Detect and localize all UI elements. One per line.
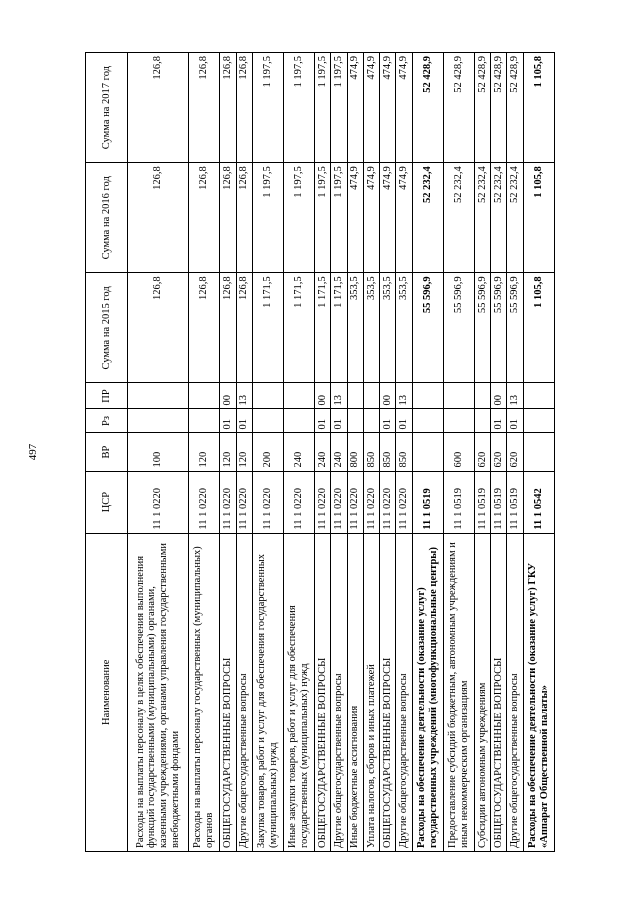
cell-vr: 850 — [363, 433, 379, 471]
cell-sum-2016: 126,8 — [220, 163, 236, 273]
cell-csr: 11 1 0220 — [236, 471, 252, 533]
cell-csr: 11 1 0220 — [331, 471, 347, 533]
cell-rz — [475, 409, 491, 433]
cell-sum-2016: 126,8 — [236, 163, 252, 273]
budget-table — [85, 52, 555, 852]
cell-name: Субсидии автономным учреждениям — [475, 533, 491, 851]
cell-csr: 11 1 0220 — [315, 471, 331, 533]
header-name: Наименование — [86, 533, 128, 851]
cell-csr: 11 1 0220 — [252, 471, 283, 533]
cell-name: ОБЩЕГОСУДАРСТВЕННЫЕ ВОПРОСЫ — [491, 533, 507, 851]
cell-sum-2015: 55 596,9 — [475, 273, 491, 383]
cell-pr — [128, 383, 189, 409]
cell-sum-2017: 1 197,5 — [331, 53, 347, 163]
cell-name: Расходы на выплаты персоналу государственных (муниципальных) органов — [189, 533, 220, 851]
cell-rz — [128, 409, 189, 433]
cell-sum-2016: 1 197,5 — [284, 163, 315, 273]
cell-sum-2016: 52 232,4 — [412, 163, 443, 273]
header-rz: Рз — [86, 409, 128, 433]
table-row — [523, 53, 554, 852]
cell-vr: 240 — [284, 433, 315, 471]
cell-sum-2017: 126,8 — [236, 53, 252, 163]
cell-csr: 11 1 0220 — [380, 471, 396, 533]
cell-sum-2015: 353,5 — [396, 273, 412, 383]
cell-pr — [475, 383, 491, 409]
cell-name: Иные закупки товаров, работ и услуг для обеспечения государственных (муниципальных) нужд — [284, 533, 315, 851]
cell-pr — [412, 383, 443, 409]
cell-pr: 13 — [236, 383, 252, 409]
cell-sum-2017: 52 428,9 — [412, 53, 443, 163]
cell-sum-2015: 55 596,9 — [491, 273, 507, 383]
cell-csr: 11 1 0220 — [128, 471, 189, 533]
table-row — [380, 53, 396, 852]
cell-vr: 100 — [128, 433, 189, 471]
cell-rz — [189, 409, 220, 433]
cell-rz — [284, 409, 315, 433]
cell-vr: 800 — [347, 433, 363, 471]
cell-sum-2017: 52 428,9 — [475, 53, 491, 163]
cell-vr: 120 — [236, 433, 252, 471]
cell-sum-2015: 126,8 — [128, 273, 189, 383]
cell-pr: 13 — [396, 383, 412, 409]
cell-name: ОБЩЕГОСУДАРСТВЕННЫЕ ВОПРОСЫ — [220, 533, 236, 851]
table-row — [128, 53, 189, 852]
cell-pr: 00 — [491, 383, 507, 409]
header-csr: ЦСР — [86, 471, 128, 533]
cell-sum-2015: 1 105,8 — [523, 273, 554, 383]
cell-sum-2015: 353,5 — [363, 273, 379, 383]
table-row — [220, 53, 236, 852]
cell-sum-2015: 1 171,5 — [252, 273, 283, 383]
cell-sum-2017: 474,9 — [363, 53, 379, 163]
header-sum-2017: Сумма на 2017 год — [86, 53, 128, 163]
cell-vr: 240 — [331, 433, 347, 471]
page-number: 497 — [27, 443, 39, 461]
cell-pr — [284, 383, 315, 409]
cell-sum-2016: 126,8 — [128, 163, 189, 273]
cell-sum-2017: 1 197,5 — [315, 53, 331, 163]
cell-vr: 850 — [380, 433, 396, 471]
cell-sum-2015: 1 171,5 — [315, 273, 331, 383]
cell-sum-2016: 474,9 — [363, 163, 379, 273]
cell-vr: 620 — [507, 433, 523, 471]
cell-sum-2016: 1 105,8 — [523, 163, 554, 273]
cell-sum-2017: 474,9 — [396, 53, 412, 163]
cell-name: Другие общегосударственные вопросы — [396, 533, 412, 851]
cell-sum-2015: 353,5 — [347, 273, 363, 383]
cell-csr: 11 1 0519 — [475, 471, 491, 533]
cell-csr: 11 1 0220 — [347, 471, 363, 533]
table-row — [363, 53, 379, 852]
cell-sum-2016: 52 232,4 — [491, 163, 507, 273]
rotated-table-container — [85, 52, 555, 852]
cell-csr: 11 1 0519 — [443, 471, 474, 533]
table-row — [412, 53, 443, 852]
cell-sum-2017: 474,9 — [347, 53, 363, 163]
cell-sum-2017: 126,8 — [189, 53, 220, 163]
cell-name: ОБЩЕГОСУДАРСТВЕННЫЕ ВОПРОСЫ — [315, 533, 331, 851]
cell-name: Другие общегосударственные вопросы — [507, 533, 523, 851]
cell-vr: 240 — [315, 433, 331, 471]
table-row — [315, 53, 331, 852]
cell-rz: 01 — [236, 409, 252, 433]
cell-pr: 13 — [331, 383, 347, 409]
cell-sum-2017: 474,9 — [380, 53, 396, 163]
cell-sum-2016: 1 197,5 — [315, 163, 331, 273]
cell-sum-2016: 126,8 — [189, 163, 220, 273]
cell-name: Уплата налогов, сборов и иных платежей — [363, 533, 379, 851]
cell-sum-2016: 1 197,5 — [252, 163, 283, 273]
cell-rz — [443, 409, 474, 433]
cell-sum-2015: 55 596,9 — [443, 273, 474, 383]
cell-rz: 01 — [396, 409, 412, 433]
header-sum-2015: Сумма на 2015 год — [86, 273, 128, 383]
cell-sum-2016: 474,9 — [396, 163, 412, 273]
cell-sum-2015: 1 171,5 — [331, 273, 347, 383]
cell-csr: 11 1 0220 — [220, 471, 236, 533]
cell-pr — [252, 383, 283, 409]
cell-csr: 11 1 0519 — [507, 471, 523, 533]
cell-vr: 200 — [252, 433, 283, 471]
cell-pr — [523, 383, 554, 409]
cell-csr: 11 1 0220 — [189, 471, 220, 533]
cell-name: Закупка товаров, работ и услуг для обеспечения государственных (муниципальных) нужд — [252, 533, 283, 851]
cell-vr: 850 — [396, 433, 412, 471]
cell-sum-2017: 126,8 — [128, 53, 189, 163]
cell-pr: 00 — [380, 383, 396, 409]
table-row — [189, 53, 220, 852]
table-row — [491, 53, 507, 852]
cell-sum-2016: 52 232,4 — [475, 163, 491, 273]
cell-rz — [363, 409, 379, 433]
cell-vr: 120 — [189, 433, 220, 471]
cell-name: Другие общегосударственные вопросы — [236, 533, 252, 851]
cell-sum-2017: 52 428,9 — [443, 53, 474, 163]
table-row — [475, 53, 491, 852]
header-sum-2016: Сумма на 2016 год — [86, 163, 128, 273]
cell-sum-2016: 1 197,5 — [331, 163, 347, 273]
cell-csr: 11 1 0542 — [523, 471, 554, 533]
cell-rz — [252, 409, 283, 433]
table-row — [236, 53, 252, 852]
cell-sum-2016: 474,9 — [380, 163, 396, 273]
table-row — [347, 53, 363, 852]
cell-sum-2015: 126,8 — [189, 273, 220, 383]
cell-sum-2016: 474,9 — [347, 163, 363, 273]
header-row — [86, 53, 128, 852]
cell-sum-2015: 353,5 — [380, 273, 396, 383]
cell-sum-2017: 126,8 — [220, 53, 236, 163]
table-row — [443, 53, 474, 852]
cell-sum-2017: 1 105,8 — [523, 53, 554, 163]
table-row — [284, 53, 315, 852]
cell-vr: 600 — [443, 433, 474, 471]
cell-sum-2017: 1 197,5 — [284, 53, 315, 163]
cell-rz — [523, 409, 554, 433]
header-vr: ВР — [86, 433, 128, 471]
table-row — [331, 53, 347, 852]
cell-csr: 11 1 0220 — [284, 471, 315, 533]
cell-csr: 11 1 0220 — [396, 471, 412, 533]
header-pr: ПР — [86, 383, 128, 409]
cell-sum-2015: 55 596,9 — [507, 273, 523, 383]
cell-sum-2016: 52 232,4 — [443, 163, 474, 273]
table-row — [396, 53, 412, 852]
cell-pr — [443, 383, 474, 409]
cell-rz — [412, 409, 443, 433]
cell-name: Другие общегосударственные вопросы — [331, 533, 347, 851]
cell-sum-2015: 126,8 — [236, 273, 252, 383]
cell-rz: 01 — [507, 409, 523, 433]
cell-sum-2015: 126,8 — [220, 273, 236, 383]
cell-pr — [347, 383, 363, 409]
cell-pr — [189, 383, 220, 409]
cell-rz: 01 — [491, 409, 507, 433]
cell-rz: 01 — [331, 409, 347, 433]
cell-rz: 01 — [380, 409, 396, 433]
cell-rz — [347, 409, 363, 433]
cell-pr: 13 — [507, 383, 523, 409]
table-row — [252, 53, 283, 852]
cell-pr — [363, 383, 379, 409]
cell-sum-2017: 52 428,9 — [507, 53, 523, 163]
cell-csr: 11 1 0220 — [363, 471, 379, 533]
cell-sum-2015: 1 171,5 — [284, 273, 315, 383]
cell-name: ОБЩЕГОСУДАРСТВЕННЫЕ ВОПРОСЫ — [380, 533, 396, 851]
table-body — [128, 53, 555, 852]
cell-name: Расходы на обеспечение деятельности (оказание услуг) государственных учреждений (многофункциональные центры) — [412, 533, 443, 851]
cell-pr: 00 — [315, 383, 331, 409]
cell-pr: 00 — [220, 383, 236, 409]
cell-sum-2015: 55 596,9 — [412, 273, 443, 383]
cell-sum-2016: 52 232,4 — [507, 163, 523, 273]
cell-csr: 11 1 0519 — [412, 471, 443, 533]
cell-name: Расходы на выплаты персоналу в целях обеспечения выполнения функций государственными (муниципальными) органами, казенными учреждениями, органами управления государственными внебюджетными фондами — [128, 533, 189, 851]
cell-csr: 11 1 0519 — [491, 471, 507, 533]
cell-vr — [523, 433, 554, 471]
cell-vr — [412, 433, 443, 471]
cell-sum-2017: 52 428,9 — [491, 53, 507, 163]
cell-rz: 01 — [315, 409, 331, 433]
cell-vr: 620 — [475, 433, 491, 471]
cell-sum-2017: 1 197,5 — [252, 53, 283, 163]
cell-rz: 01 — [220, 409, 236, 433]
table-row — [507, 53, 523, 852]
cell-vr: 620 — [491, 433, 507, 471]
cell-name: Расходы на обеспечение деятельности (оказание услуг) ГКУ «Аппарат Общественной палаты» — [523, 533, 554, 851]
cell-name: Иные бюджетные ассигнования — [347, 533, 363, 851]
cell-name: Предоставление субсидий бюджетным, автономным учреждениям и иным некоммерческим организациям — [443, 533, 474, 851]
cell-vr: 120 — [220, 433, 236, 471]
